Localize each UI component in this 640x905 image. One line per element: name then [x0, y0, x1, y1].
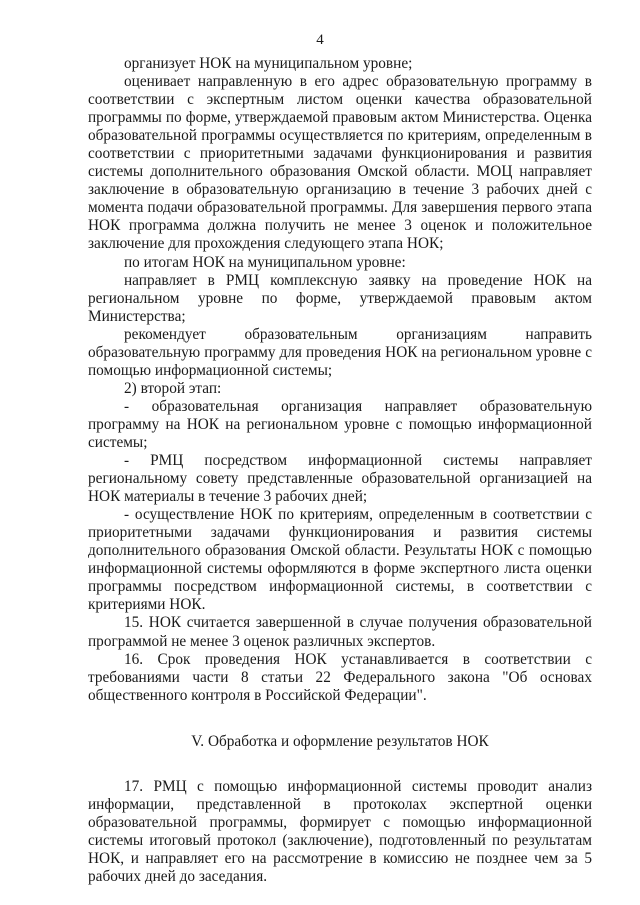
- paragraph-item-17: 17. РМЦ с помощью информационной системы проводит анализ информации, представленной в протоколах экспертной оценки образовательной программы, формирует с помощью информационной системы итоговый протокол (заключение), подготовленный по результатам НОК, и направляет его на рассмотрение в комиссию не позднее чем за 5 рабочих дней до заседания.: [88, 777, 592, 885]
- paragraph-second-stage: 2) второй этап:: [124, 379, 222, 397]
- paragraph-evaluates-program: оценивает направленную в его адрес образовательную программу в соответствии с экспертным листом оценки качества образовательной программы по форме, утверждаемой правовым актом Министерства. Оценка образовательной программы осуществляется по критериям, определенным в соответствии с приоритетными задачами функционирования и развития системы дополнительного образования Омской области. МОЦ направляет заключение в образовательную организацию в течение 3 рабочих дней с момента подачи образовательной программы. Для завершения первого этапа НОК программа должна получить не менее 3 оценок и положительное заключение для прохождения следующего этапа НОК;: [88, 73, 592, 253]
- paragraph-rmc-sends-materials: - РМЦ посредством информационной системы направляет региональному совету представленные образовательной организацией на НОК материалы в течение 3 рабочих дней;: [88, 452, 592, 506]
- paragraph-nok-criteria: - осуществление НОК по критериям, определенным в соответствии с приоритетными задачами функционирования и развития системы дополнительного образования Омской области. Результаты НОК с помощью информационной системы оформляются в форме экспертного листа оценки программы посредством информационной системы, в соответствии с критериями НОК.: [88, 506, 592, 614]
- document-body: [88, 55, 592, 886]
- paragraph-item-15: 15. НОК считается завершенной в случае получения образовательной программой не менее 3 оценок различных экспертов.: [88, 614, 592, 650]
- paragraph-org-sends-program: - образовательная организация направляет образовательную программу на НОК на региональном уровне с помощью информационной системы;: [88, 397, 592, 451]
- page-number: 4: [316, 32, 324, 48]
- paragraph-sends-application: направляет в РМЦ комплексную заявку на проведение НОК на региональном уровне по форме, утверждаемой правовым актом Министерства;: [88, 271, 592, 325]
- paragraph-recommends: рекомендует образовательным организациям направить образовательную программу для проведения НОК на региональном уровне с помощью информационной системы;: [88, 325, 592, 379]
- paragraph-item-16: 16. Срок проведения НОК устанавливается в соответствии с требованиями части 8 статьи 22 Федерального закона "Об основах общественного контроля в Российской Федерации".: [88, 650, 592, 704]
- paragraph-organizes-nok: организует НОК на муниципальном уровне;: [124, 55, 413, 72]
- section-heading: V. Обработка и оформление результатов НОК: [191, 732, 489, 750]
- paragraph-municipal-results: по итогам НОК на муниципальном уровне:: [124, 253, 406, 271]
